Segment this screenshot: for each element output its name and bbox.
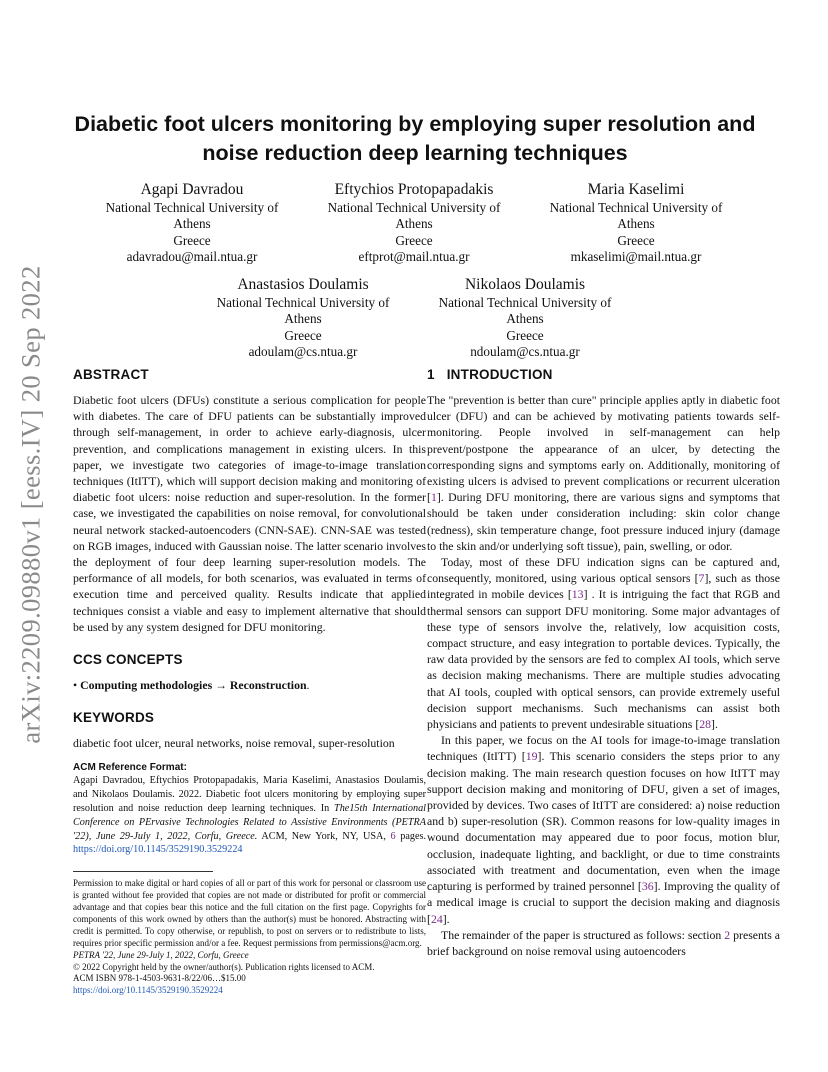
author-block <box>526 180 746 265</box>
acm-ref-authors: Agapi Davradou, Eftychios Protopapadakis, Maria Kaselimi, Anastasios Doulamis, and Nikolaos Doulamis. 2022. Diabetic foot ulcers monitoring by employing super resolution and noise reduction deep learning techniques. In <box>73 775 426 815</box>
author-affiliation-city: Athens <box>506 311 544 327</box>
author-country: Greece <box>506 327 544 343</box>
paper-title: Diabetic foot ulcers monitoring by employing super resolution and noise reduction deep learning techniques <box>74 112 756 165</box>
section-reference-link[interactable]: 2 <box>724 927 731 942</box>
paragraph-text: ]. During DFU monitoring, there are various signs and symptoms that should be taken under consideration including: skin color change (redness), skin temperature change, foot pressure induced injury (damage to the skin and/or underlying soft tissue), pain, swelling, or odor. <box>427 490 780 553</box>
paragraph-text: The "prevention is better than cure" principle applies aptly in diabetic foot ulcer (DFU) and can be achieved by motivating patients towards self-monitoring. People involved in self-management can help prevent/postpone the appearance of an ulcer, by detecting the corresponding signs and symptoms early on. Additionally, monitoring of existing ulcers is advised to prevent complications or recurrent ulceration [ <box>427 393 780 505</box>
keywords-text: diabetic foot ulcer, neural networks, noise removal, super-resolution <box>73 736 395 751</box>
intro-paragraph <box>427 554 780 732</box>
author-email[interactable]: adavradou@mail.ntua.gr <box>126 248 258 264</box>
author-block <box>82 180 302 265</box>
permission-notice: Permission to make digital or hard copies of all or part of this work for personal or classroom use is granted without fee provided that copies are not made or distributed for profit or commercial advantage and that copies bear this notice and the full citation on the first page. Copyrights for components of this work owned by others than the author(s) must be honored. Abstracting with credit is permitted. To copy otherwise, or republish, to post on servers or to redistribute to lists, requires prior specific permission and/or a fee. Request permissions from permissions@acm.org. <box>73 878 426 948</box>
section-number: 1 <box>427 367 435 382</box>
author-affiliation-city: Athens <box>617 216 655 232</box>
ccs-concepts <box>73 677 426 693</box>
abstract-heading: ABSTRACT <box>73 367 149 382</box>
permission-doi-link[interactable]: https://doi.org/10.1145/3529190.3529224 <box>73 985 223 996</box>
citation-link[interactable]: 28 <box>699 717 712 732</box>
paragraph-text: Today, most of these DFU indication signs can be captured and, consequently, monitored, using various optical sensors [ <box>427 555 780 586</box>
author-country: Greece <box>395 232 433 248</box>
ccs-concept-text: Computing methodologies → Reconstruction <box>80 678 307 693</box>
conference-line: PETRA '22, June 29-July 1, 2022, Corfu, Greece <box>73 949 249 960</box>
paragraph-text: ]. This scenario considers the steps prior to any decision making. The main research question focuses on how ItITT may support decision making and monitoring of DFU, given a set of images, provided by devices. Two cases of ItITT are considered: a) noise reduction and b) super-resolution (SR). Common reasons for low-quality images in wound documentation may appeared due to poor focus, motion blur, occlusion, inadequate lighting, and backlight, or due to time constraints associated with treatment and documentation, even when the image capturing is performed by trained personnel [ <box>427 749 780 894</box>
citation-link[interactable]: 36 <box>641 879 654 894</box>
author-affiliation-city: Athens <box>395 216 433 232</box>
citation-link[interactable]: 24 <box>430 911 443 926</box>
citation-link[interactable]: 7 <box>698 571 705 586</box>
intro-paragraph <box>427 392 780 554</box>
paragraph-text: ] . It is intriguing the fact that RGB and thermal sensors can support DFU monitoring. Some major advantages of these type of sensors involve the, relatively, low acquisition costs, compact structure, and easy integration to portable devices. Typically, the raw data provided by the sensors are fed to complex AI tools, which serve as decision making mechanisms. There are multiple studies advocating that AI tools, coupled with optical sensors, can provide extremely useful decision support mechanisms. Such mechanisms can assist both physicians and patients to prevent undesirable situations [ <box>427 587 780 732</box>
author-country: Greece <box>284 327 322 343</box>
author-country: Greece <box>617 232 655 248</box>
intro-paragraph <box>427 927 780 959</box>
author-email[interactable]: ndoulam@cs.ntua.gr <box>470 343 580 359</box>
right-column <box>427 366 780 959</box>
acm-reference-text <box>73 774 426 857</box>
author-name: Maria Kaselimi <box>587 181 685 198</box>
author-affiliation-city: Athens <box>284 311 322 327</box>
author-name: Nikolaos Doulamis <box>464 276 586 293</box>
acm-ref-pages-link[interactable]: 6 <box>390 830 396 842</box>
arxiv-stamp-text: arXiv:2209.09880v1 [eess.IV] 20 Sep 2022 <box>15 264 46 744</box>
footnote-divider <box>73 871 213 872</box>
section-title: INTRODUCTION <box>446 367 553 382</box>
citation-link[interactable]: 19 <box>525 749 538 764</box>
ccs-bullet: • <box>73 678 78 693</box>
acm-ref-pages-word: pages. <box>395 830 426 842</box>
paragraph-text: ]. <box>442 911 450 926</box>
author-affiliation: National Technical University of <box>216 295 390 310</box>
author-affiliation: National Technical University of <box>327 200 501 215</box>
author-affiliation: National Technical University of <box>549 200 723 215</box>
abstract-text: Diabetic foot ulcers (DFUs) constitute a serious complication for people with diabetes. The care of DFU patients can be substantially improved through self-management, in order to achieve early-diagnosis, ulcer prevention, and complications management in existing ulcers. In this paper, we investigate two categories of image-to-image translation techniques (ItITT), which will support decision making and monitoring of diabetic foot ulcers: noise reduction and super-resolution. In the former case, we investigated the capabilities on noise removal, for convolutional neural network stacked-autoencoders (CNN-SAE). CNN-SAE was tested on RGB images, induced with Gaussian noise. The latter scenario involves the deployment of four deep learning super-resolution models. The performance of all models, for both scenarios, was evaluated in terms of execution time and perceived quality. Results indicate that applied techniques consist a viable and easy to implement alternative that should be used by any system designed for DFU monitoring. <box>73 393 426 634</box>
author-name: Eftychios Protopapadakis <box>334 181 494 198</box>
citation-link[interactable]: 1 <box>430 490 437 505</box>
copyright-line: © 2022 Copyright held by the owner/author(s). Publication rights licensed to ACM. <box>73 961 375 972</box>
paragraph-text: In this paper, we focus on the AI tools for image-to-image translation techniques (ItITT) [ <box>427 733 780 764</box>
author-email[interactable]: adoulam@cs.ntua.gr <box>248 343 358 359</box>
ccs-heading: CCS CONCEPTS <box>73 652 183 668</box>
author-affiliation-city: Athens <box>173 216 211 232</box>
author-name: Agapi Davradou <box>140 181 244 198</box>
author-block <box>304 180 524 265</box>
arxiv-stamp <box>14 258 48 750</box>
paragraph-text: ]. Improving the quality of a medical image is crucial to support the decision making and diagnosis [ <box>427 879 780 926</box>
paragraph-text: presents a brief background on noise removal using autoencoders <box>427 927 780 958</box>
paragraph-text: The remainder of the paper is structured as follows: section <box>441 927 725 942</box>
isbn-line: ACM ISBN 978-1-4503-9631-8/22/06…$15.00 <box>73 973 246 984</box>
left-column <box>73 366 426 997</box>
author-affiliation: National Technical University of <box>105 200 279 215</box>
author-block <box>415 275 635 360</box>
author-email[interactable]: eftprot@mail.ntua.gr <box>358 248 470 264</box>
intro-paragraph <box>427 732 780 926</box>
author-affiliation: National Technical University of <box>438 295 612 310</box>
citation-link[interactable]: 13 <box>571 587 584 602</box>
acm-ref-doi-link[interactable]: https://doi.org/10.1145/3529190.3529224 <box>73 844 243 856</box>
acm-ref-publisher: ACM, New York, NY, USA, <box>257 830 391 842</box>
acm-reference-heading: ACM Reference Format: <box>73 762 187 774</box>
author-country: Greece <box>173 232 211 248</box>
paragraph-text: ], such as those integrated in mobile devices [ <box>427 571 780 602</box>
author-name: Anastasios Doulamis <box>237 276 369 293</box>
acm-ref-venue: The15th International Conference on PErvasive Technologies Related to Assistive Environments (PETRA '22), June 29-July 1, 2022, Corfu, Greece. <box>73 803 427 842</box>
keywords-heading: KEYWORDS <box>73 710 155 726</box>
ccs-period: . <box>306 678 310 693</box>
paragraph-text: ]. <box>711 717 718 732</box>
introduction-heading <box>427 366 780 384</box>
author-block <box>193 275 413 360</box>
author-email[interactable]: mkaselimi@mail.ntua.gr <box>570 248 702 264</box>
